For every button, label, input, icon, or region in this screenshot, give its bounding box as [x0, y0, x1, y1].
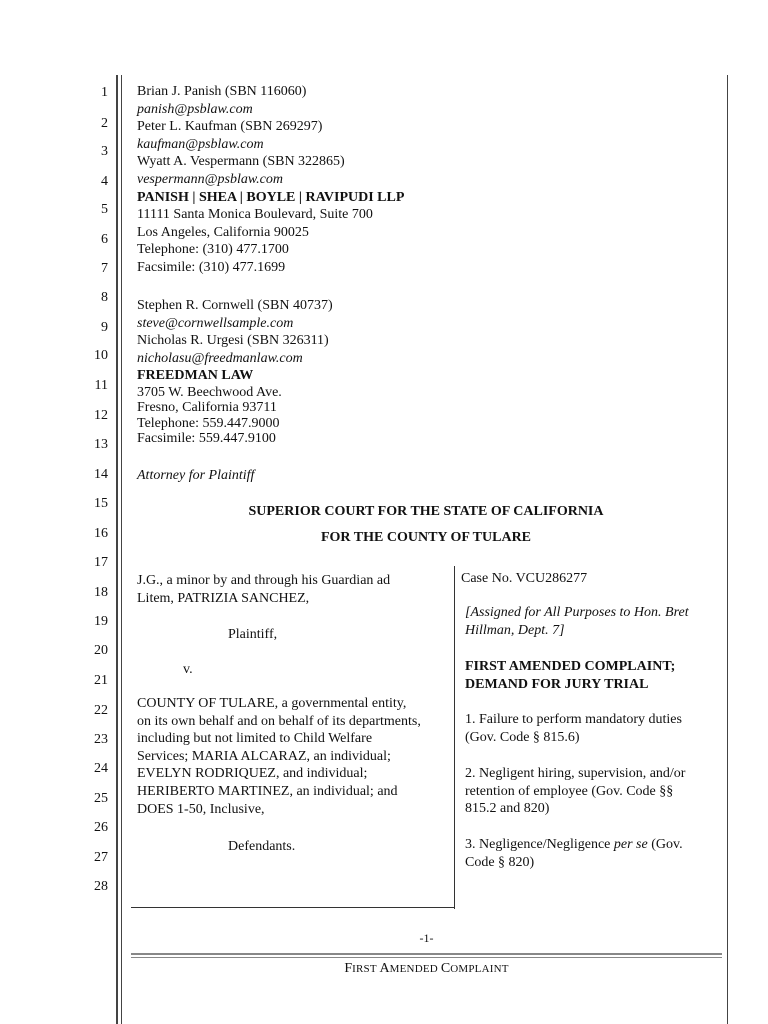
assigned-judge — [465, 604, 689, 639]
firm-telephone: Telephone: (310) 477.1700 — [137, 242, 289, 258]
footer-title-small: MENDED — [389, 963, 441, 975]
footer-title-small: OMPLAINT — [450, 963, 509, 975]
line-number: 12 — [94, 408, 108, 423]
line-number: 8 — [101, 290, 108, 305]
line-number: 2 — [101, 116, 108, 131]
line-number: 18 — [94, 585, 108, 600]
line-number: 24 — [94, 761, 108, 776]
per-se-italic: per se — [613, 837, 648, 852]
assigned-line: Hillman, Dept. 7] — [465, 622, 565, 638]
firm-address: 11111 Santa Monica Boulevard, Suite 700 — [137, 207, 373, 223]
attorney-name: Brian J. Panish (SBN 116060) — [137, 84, 307, 99]
cause-of-action-2 — [465, 765, 685, 818]
firm-facsimile: Facsimile: 559.447.9100 — [137, 431, 276, 447]
defendant-line: DOES 1-50, Inclusive, — [137, 801, 265, 817]
cause-of-action-3 — [465, 836, 683, 871]
plaintiff-name: Litem, PATRIZIA SANCHEZ, — [137, 590, 310, 606]
firm-address: Los Angeles, California 90025 — [137, 224, 309, 240]
defendant-line: on its own behalf and on behalf of its departments, — [137, 713, 421, 729]
line-number: 9 — [101, 320, 108, 335]
line-number: 3 — [101, 144, 108, 159]
line-number: 26 — [94, 820, 108, 835]
line-number: 10 — [94, 348, 108, 363]
attorney-name: Peter L. Kaufman (SBN 269297) — [137, 119, 323, 135]
cause-line: retention of employee (Gov. Code §§ — [465, 783, 674, 799]
left-margin-rule-inner — [121, 75, 122, 1024]
defendants-label: Defendants. — [228, 839, 296, 854]
plaintiff-name: J.G., a minor by and through his Guardian ad — [137, 573, 391, 588]
attorney-email[interactable]: panish@psblaw.com — [137, 101, 253, 117]
attorney-email[interactable]: steve@cornwellsample.com — [137, 315, 294, 331]
cause-line: 1. Failure to perform mandatory duties — [465, 712, 682, 727]
line-number: 5 — [101, 202, 108, 217]
cause-line — [465, 836, 683, 854]
footer-title-cap: C — [440, 961, 451, 976]
line-number: 16 — [94, 526, 108, 541]
attorney-email[interactable]: kaufman@psblaw.com — [137, 136, 264, 152]
line-number: 22 — [94, 703, 108, 718]
footer-title-cap: F — [344, 961, 353, 976]
firm-name: PANISH | SHEA | BOYLE | RAVIPUDI LLP — [137, 189, 405, 205]
court-heading-line-1: SUPERIOR COURT FOR THE STATE OF CALIFORNIA — [248, 504, 604, 519]
defendant-line: Services; MARIA ALCARAZ, an individual; — [137, 748, 391, 764]
defendant-line: COUNTY OF TULARE, a governmental entity, — [137, 696, 407, 711]
plaintiff-label: Plaintiff, — [228, 627, 278, 642]
versus: v. — [183, 662, 193, 677]
counsel-block-2 — [137, 297, 333, 447]
firm-name: FREEDMAN LAW — [137, 368, 254, 384]
pleading-title-line: DEMAND FOR JURY TRIAL — [465, 676, 649, 692]
attorney-name: Wyatt A. Vespermann (SBN 322865) — [137, 154, 345, 170]
cause-line: 2. Negligent hiring, supervision, and/or — [465, 766, 686, 781]
attorney-name: Stephen R. Cornwell (SBN 40737) — [137, 298, 333, 313]
counsel-block-1 — [137, 83, 404, 277]
line-number: 20 — [94, 643, 108, 658]
line-number: 27 — [94, 850, 108, 865]
line-number: 21 — [94, 673, 108, 688]
footer-rule-thin — [131, 957, 722, 958]
attorney-name: Nicholas R. Urgesi (SBN 326311) — [137, 333, 329, 349]
plaintiff-block — [137, 572, 390, 607]
firm-address: 3705 W. Beechwood Ave. — [137, 384, 282, 400]
cause-line: Code § 820) — [465, 854, 535, 870]
line-number: 25 — [94, 791, 108, 806]
attorney-for: Attorney for Plaintiff — [137, 468, 255, 483]
line-number: 15 — [94, 496, 108, 511]
defendant-line: including but not limited to Child Welfare — [137, 731, 373, 747]
page-number: -1- — [419, 931, 434, 945]
line-number: 23 — [94, 732, 108, 747]
attorney-email[interactable]: nicholasu@freedmanlaw.com — [137, 350, 303, 366]
line-number: 7 — [101, 261, 108, 276]
firm-address-block — [137, 385, 333, 447]
pleading-title-line: FIRST AMENDED COMPLAINT; — [465, 659, 676, 674]
cause-line: (Gov. Code § 815.6) — [465, 729, 580, 745]
footer-rule-thick — [131, 953, 722, 955]
cause-of-action-1 — [465, 711, 682, 746]
line-number: 4 — [101, 174, 108, 189]
left-margin-rule-outer — [116, 75, 118, 1024]
cause-text: (Gov. — [647, 837, 683, 852]
defendants-block — [137, 695, 421, 818]
firm-telephone: Telephone: 559.447.9000 — [137, 415, 280, 431]
attorney-email[interactable]: vespermann@psblaw.com — [137, 171, 283, 187]
line-number: 14 — [94, 467, 108, 482]
firm-facsimile: Facsimile: (310) 477.1699 — [137, 259, 286, 275]
line-number: 13 — [94, 437, 108, 452]
assigned-line: [Assigned for All Purposes to Hon. Bret — [465, 605, 689, 620]
defendant-line: EVELYN RODRIQUEZ, and individual; — [137, 766, 368, 782]
line-number: 6 — [101, 232, 108, 247]
defendant-line: HERIBERTO MARTINEZ, an individual; and — [137, 783, 398, 799]
footer-title-small: IRST — [352, 963, 380, 975]
line-number: 11 — [94, 378, 108, 393]
line-number: 1 — [101, 85, 108, 100]
firm-address: Fresno, California 93711 — [137, 400, 277, 416]
case-number: Case No. VCU286277 — [461, 571, 588, 586]
caption-bottom-rule — [131, 907, 455, 908]
right-margin-rule — [727, 75, 728, 1024]
line-number: 19 — [94, 614, 108, 629]
footer-title-cap: A — [379, 961, 390, 976]
cause-line: 815.2 and 820) — [465, 801, 550, 817]
line-number: 17 — [94, 555, 108, 570]
court-heading-line-2: FOR THE COUNTY OF TULARE — [320, 530, 532, 545]
footer-title — [131, 961, 722, 977]
caption-vertical-divider — [454, 566, 455, 909]
cause-text: 3. Negligence/Negligence — [465, 837, 614, 852]
pleading-title — [465, 658, 675, 693]
line-number: 28 — [94, 879, 108, 894]
